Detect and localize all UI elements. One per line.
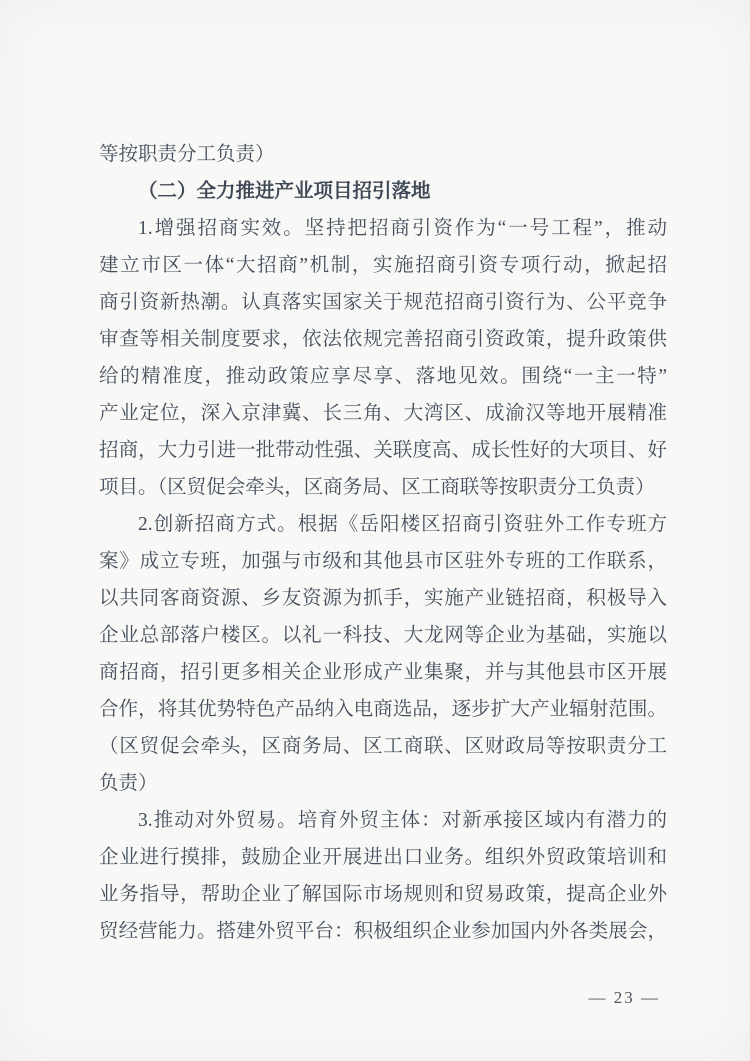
- text-line: 业务指导，帮助企业了解国际市场规则和贸易政策，提高企业外: [99, 884, 667, 905]
- page-number: — 23 —: [588, 988, 660, 1007]
- text-line: 等按职责分工负责）: [99, 144, 275, 165]
- text-line: 商招商，招引更多相关企业形成产业集聚，并与其他县市区开展: [99, 662, 667, 683]
- text-line: 以共同客商资源、乡友资源为抓手，实施产业链招商，积极导入: [99, 588, 667, 609]
- text-line: 2.创新招商方式。根据《岳阳楼区招商引资驻外工作专班方: [138, 514, 667, 535]
- text-line: 招商，大力引进一批带动性强、关联度高、成长性好的大项目、好: [99, 440, 667, 461]
- text-line: 贸经营能力。搭建外贸平台：积极组织企业参加国内外各类展会，: [99, 921, 667, 942]
- text-line: 产业定位，深入京津冀、长三角、大湾区、成渝汉等地开展精准: [99, 403, 667, 424]
- document-body: [99, 0, 667, 950]
- text-line: 商引资新热潮。认真落实国家关于规范招商引资行为、公平竞争: [99, 292, 667, 313]
- text-line: 1.增强招商实效。坚持把招商引资作为“一号工程”，推动: [138, 218, 667, 239]
- text-line: 合作，将其优势特色产品纳入电商选品，逐步扩大产业辐射范围。: [99, 699, 667, 720]
- text-line: 负责）: [99, 773, 158, 794]
- text-line: 案》成立专班，加强与市级和其他县市区驻外专班的工作联系，: [99, 551, 667, 572]
- text-line: 3.推动对外贸易。培育外贸主体：对新承接区域内有潜力的: [138, 810, 667, 831]
- text-line: 企业进行摸排，鼓励企业开展进出口业务。组织外贸政策培训和: [99, 847, 667, 868]
- text-line: 审查等相关制度要求，依法依规完善招商引资政策，提升政策供: [99, 329, 667, 350]
- text-line: 建立市区一体“大招商”机制，实施招商引资专项行动，掀起招: [99, 255, 667, 276]
- text-line: 企业总部落户楼区。以礼一科技、大龙网等企业为基础，实施以: [99, 625, 667, 646]
- section-heading: （二）全力推进产业项目招引落地: [138, 181, 431, 202]
- text-line: 项目。（区贸促会牵头，区商务局、区工商联等按职责分工负责）: [99, 477, 655, 498]
- text-line: 给的精准度，推动政策应享尽享、落地见效。围绕“一主一特”: [99, 366, 667, 387]
- text-line: （区贸促会牵头，区商务局、区工商联、区财政局等按职责分工: [99, 736, 667, 757]
